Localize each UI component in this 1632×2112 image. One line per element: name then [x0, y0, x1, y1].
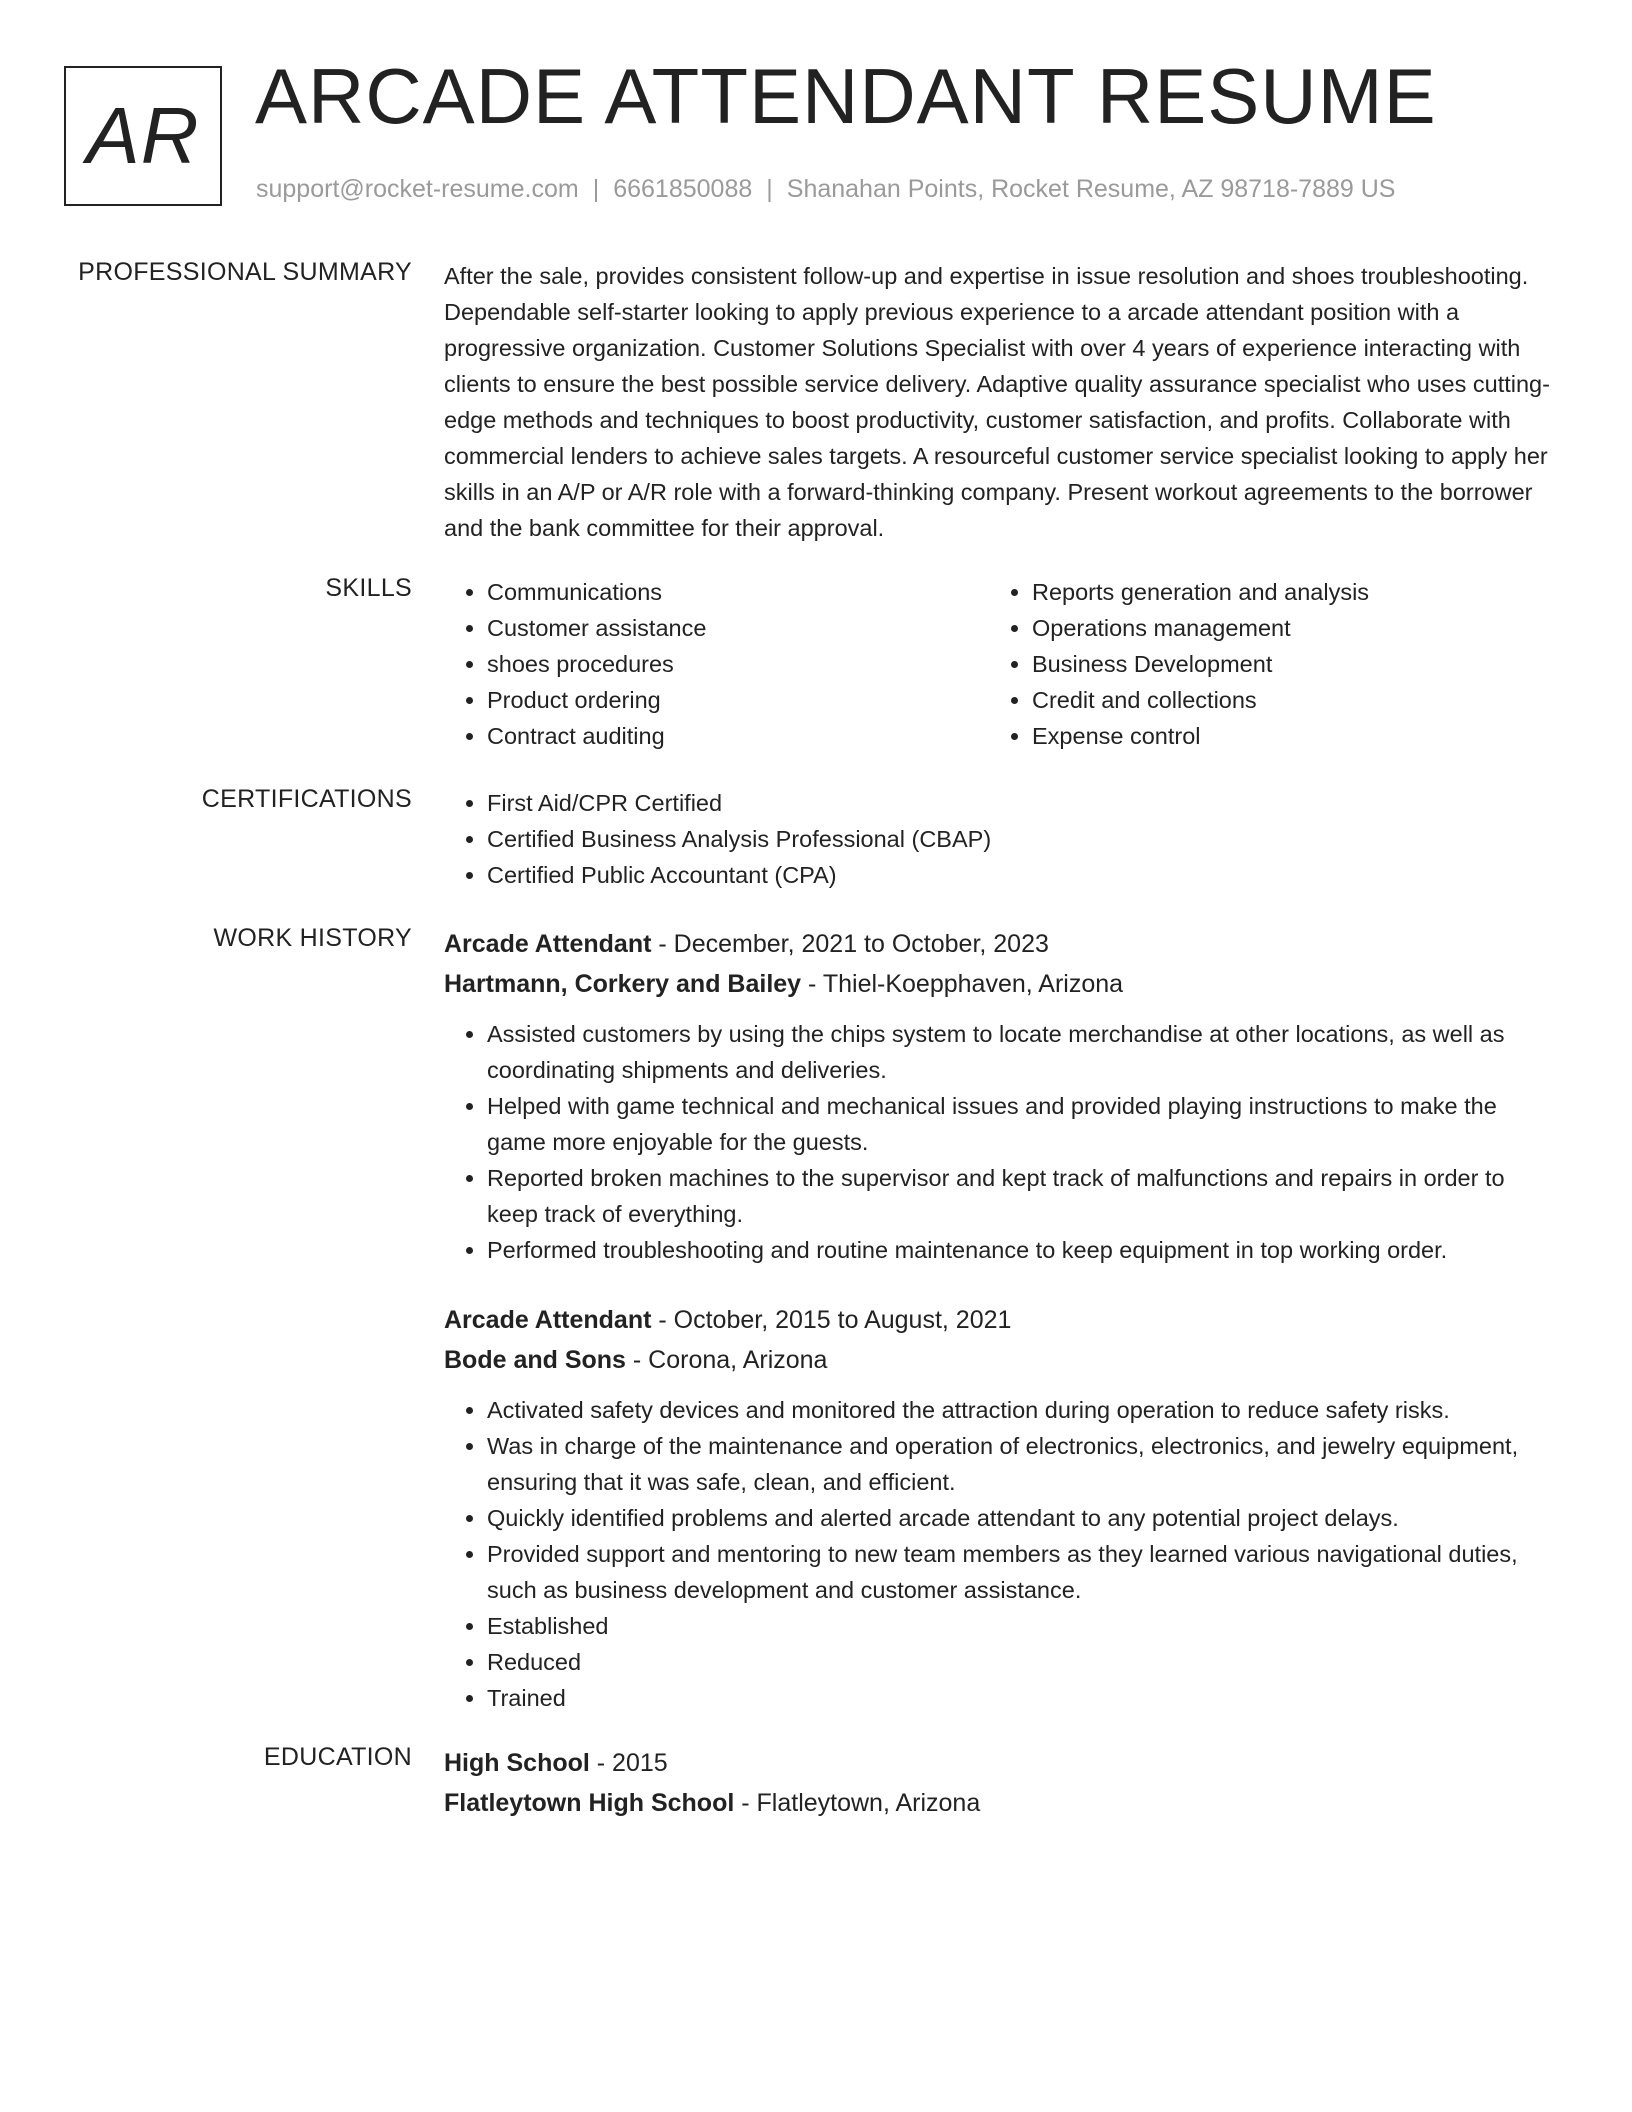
work-history-label: WORK HISTORY [213, 924, 412, 952]
job-bullet: • Reduced [487, 1644, 1554, 1680]
summary-label: PROFESSIONAL SUMMARY [78, 258, 412, 286]
skill-item: • Business Development [1032, 646, 1534, 682]
certification-item: • Certified Public Accountant (CPA) [487, 857, 1554, 893]
work-history-body-continued [444, 1300, 1554, 1716]
work-history-body [444, 924, 1554, 1268]
education-degree-line [444, 1743, 1554, 1783]
job-company: Bode and Sons [444, 1346, 626, 1374]
job-dates: - December, 2021 to October, 2023 [651, 930, 1049, 958]
contact-address: Shanahan Points, Rocket Resume, AZ 98718-7889 US [786, 175, 1396, 203]
skill-item: • Credit and collections [1032, 682, 1534, 718]
job-bullet: • Trained [487, 1680, 1554, 1716]
job-title: Arcade Attendant [444, 930, 652, 958]
job-bullet: • Reported broken machines to the supervisor and kept track of malfunctions and repairs in order to keep track of everything. [487, 1160, 1554, 1232]
job-bullet: • Activated safety devices and monitored the attraction during operation to reduce safety risks. [487, 1392, 1554, 1428]
contact-email: support@rocket-resume.com [256, 175, 579, 203]
summary-body [444, 258, 1554, 546]
contact-line [256, 175, 1395, 204]
job-title-line [444, 1300, 1554, 1340]
job-title-line [444, 924, 1554, 964]
education-body [444, 1743, 1554, 1823]
skill-item: • Operations management [1032, 610, 1534, 646]
contact-separator: | [766, 175, 773, 203]
education-school-line [444, 1783, 1554, 1823]
skills-label: SKILLS [325, 574, 412, 602]
skill-item: • shoes procedures [487, 646, 989, 682]
summary-text: After the sale, provides consistent follow-up and expertise in issue resolution and shoes troubleshooting. Dependable self-starter looking to apply previous experience to a arcade attendant position with a progressive organization. Customer Solutions Specialist with over 4 years of experience interacting with clients to ensure the best possible service delivery. Adaptive quality assurance specialist who uses cutting-edge methods and techniques to boost productivity, customer satisfaction, and profits. Collaborate with commercial lenders to achieve sales targets. A resourceful customer service specialist looking to apply her skills in an A/P or A/R role with a forward-thinking company. Present workout agreements to the borrower and the bank committee for their approval. [444, 263, 1550, 541]
education-degree: High School [444, 1749, 590, 1777]
contact-separator: | [592, 175, 600, 203]
certification-item: • First Aid/CPR Certified [487, 785, 1554, 821]
job-entry [444, 1300, 1554, 1716]
education-school: Flatleytown High School [444, 1789, 735, 1817]
job-bullets [444, 1392, 1554, 1716]
skill-item: • Product ordering [487, 682, 989, 718]
certifications-body [444, 785, 1554, 893]
skills-column-right [989, 574, 1534, 754]
education-label: EDUCATION [263, 1743, 412, 1771]
job-dates: - October, 2015 to August, 2021 [651, 1306, 1012, 1334]
skills-column-left [444, 574, 989, 754]
skill-item: • Customer assistance [487, 610, 989, 646]
contact-phone: 6661850088 [613, 175, 753, 203]
certification-item: • Certified Business Analysis Professional (CBAP) [487, 821, 1554, 857]
education-location: - Flatleytown, Arizona [734, 1789, 981, 1817]
job-location: - Corona, Arizona [625, 1346, 828, 1374]
job-bullet: • Assisted customers by using the chips system to locate merchandise at other locations, as well as coordinating shipments and deliveries. [487, 1016, 1554, 1088]
job-bullet: • Was in charge of the maintenance and operation of electronics, electronics, and jewelry equipment, ensuring that it was safe, clean, and efficient. [487, 1428, 1554, 1500]
job-entry [444, 924, 1554, 1268]
job-bullet: • Quickly identified problems and alerted arcade attendant to any potential project delays. [487, 1500, 1554, 1536]
job-company-line [444, 1340, 1554, 1380]
skills-body [444, 574, 1554, 754]
job-company-line [444, 964, 1554, 1004]
certifications-label: CERTIFICATIONS [201, 785, 412, 813]
resume-title: ARCADE ATTENDANT RESUME [255, 52, 1437, 140]
skill-item: • Contract auditing [487, 718, 989, 754]
education-year: - 2015 [589, 1749, 668, 1777]
job-company: Hartmann, Corkery and Bailey [444, 970, 802, 998]
job-location: - Thiel-Koepphaven, Arizona [801, 970, 1124, 998]
skill-item: • Communications [487, 574, 989, 610]
skill-item: • Expense control [1032, 718, 1534, 754]
job-bullet: • Provided support and mentoring to new team members as they learned various navigational duties, such as business development and customer assistance. [487, 1536, 1554, 1608]
job-bullet: • Established [487, 1608, 1554, 1644]
skill-item: • Reports generation and analysis [1032, 574, 1534, 610]
job-bullet: • Performed troubleshooting and routine maintenance to keep equipment in top working order. [487, 1232, 1554, 1268]
job-title: Arcade Attendant [444, 1306, 652, 1334]
monogram-initials: AR [86, 91, 200, 180]
job-bullets [444, 1016, 1554, 1268]
job-bullet: • Helped with game technical and mechanical issues and provided playing instructions to make the game more enjoyable for the guests. [487, 1088, 1554, 1160]
monogram-box [64, 66, 222, 206]
